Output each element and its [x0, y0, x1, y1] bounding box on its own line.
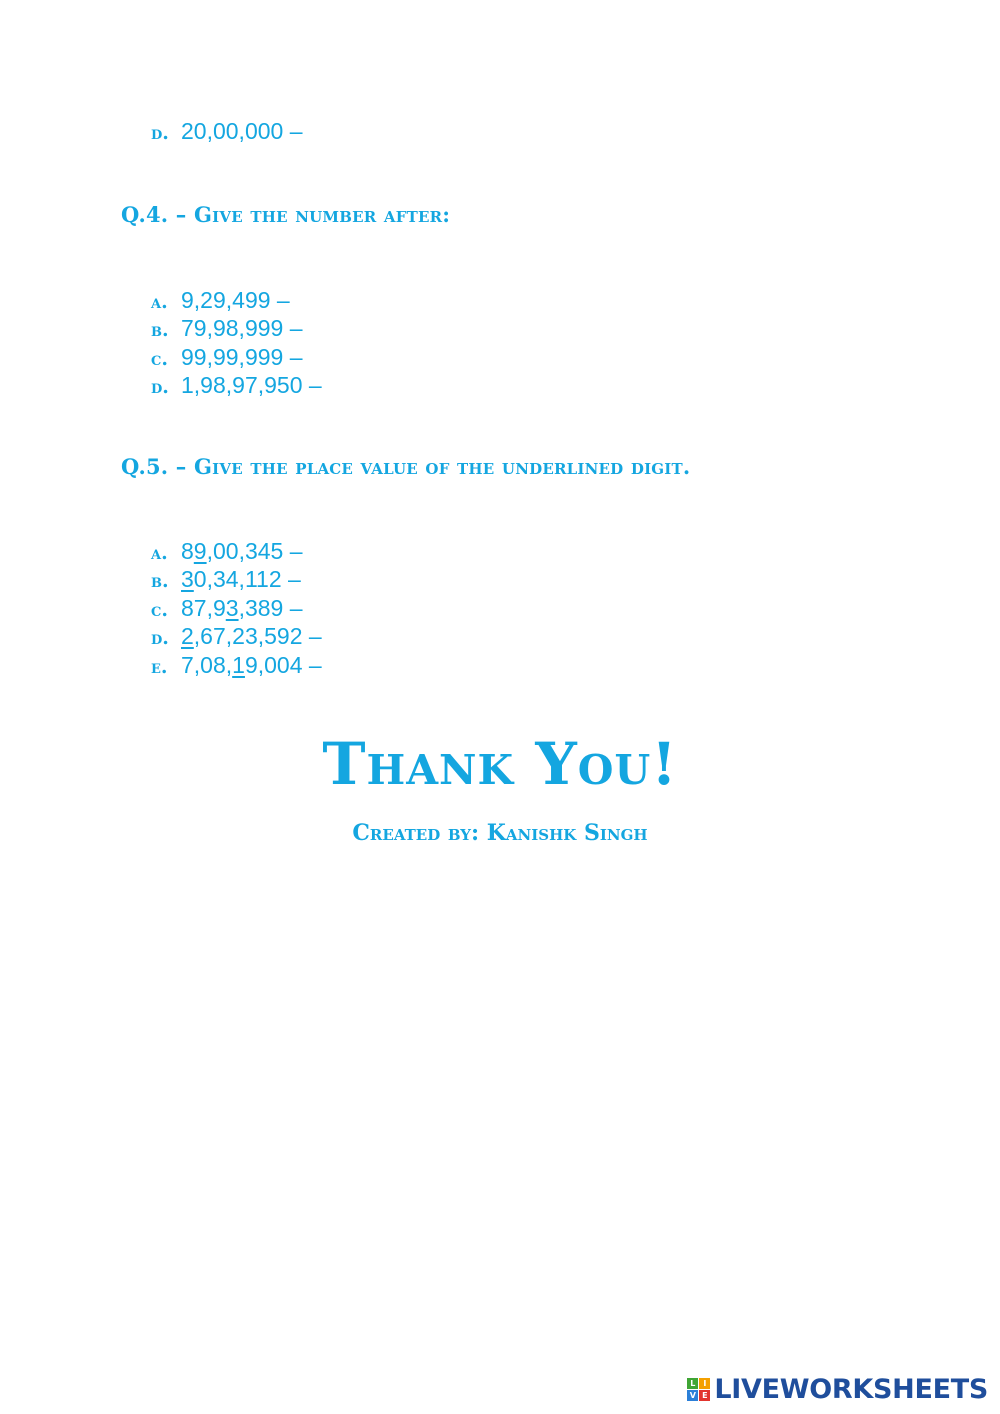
item-letter: a. [151, 542, 168, 564]
underlined-digit: 1 [232, 651, 245, 678]
list-item [151, 565, 322, 593]
item-value [181, 595, 303, 621]
list-item [151, 286, 322, 314]
question-5-heading: Q.5. – Give the place value of the underlined digit. [121, 454, 691, 479]
value-prefix: 87,9 [181, 594, 226, 621]
list-item [151, 314, 322, 342]
item-value: 20,00,000 – [181, 118, 303, 144]
logo-tile-v: V [687, 1390, 698, 1401]
value-suffix: 0,34,112 – [193, 566, 301, 593]
item-letter: c. [151, 347, 168, 370]
logo-tile-e: E [699, 1390, 710, 1401]
logo-tile-l: L [687, 1378, 698, 1389]
item-value: 99,99,999 – [181, 343, 303, 370]
list-item [151, 343, 322, 371]
item-letter: b. [151, 319, 169, 342]
item-letter: d. [151, 376, 169, 399]
author-credit: Created by: Kanishk Singh [352, 820, 648, 846]
thank-you-heading: Thank You! [322, 730, 678, 798]
item-letter: c. [151, 598, 168, 621]
item-letter: a. [151, 291, 168, 313]
item-value [181, 623, 322, 649]
item-letter: d. [151, 122, 169, 144]
item-letter: d. [151, 627, 169, 650]
brand-name: LIVEWORKSHEETS [714, 1374, 988, 1405]
item-value [181, 652, 322, 678]
underlined-digit: 9 [193, 538, 207, 564]
item-value [181, 566, 301, 592]
item-value: 79,98,999 – [181, 315, 303, 342]
item-value [181, 538, 303, 564]
value-suffix: ,67,23,592 – [193, 623, 322, 650]
list-item [151, 594, 322, 622]
question-5-list [151, 537, 322, 679]
item-letter: b. [151, 570, 169, 593]
value-suffix: ,00,345 – [206, 538, 303, 564]
question-4-list [151, 286, 322, 400]
list-item [151, 651, 322, 679]
item-value: 1,98,97,950 – [181, 372, 322, 399]
liveworksheets-logo-icon [687, 1378, 710, 1401]
list-item [151, 537, 322, 565]
value-prefix: 7,08, [181, 651, 233, 678]
item-letter: e. [151, 655, 168, 678]
value-prefix: 8 [181, 538, 194, 564]
logo-tile-i: I [699, 1378, 710, 1389]
list-item [151, 371, 322, 399]
liveworksheets-logo[interactable] [687, 1374, 988, 1405]
value-suffix: ,389 – [238, 594, 303, 621]
question-4-heading: Q.4. – Give the number after: [121, 202, 451, 227]
underlined-digit: 3 [181, 566, 194, 593]
item-value: 9,29,499 – [181, 287, 290, 313]
list-item [151, 622, 322, 650]
value-suffix: 9,004 – [244, 651, 322, 678]
underlined-digit: 3 [225, 594, 239, 621]
underlined-digit: 2 [181, 623, 194, 650]
q3-item-d [151, 118, 303, 145]
